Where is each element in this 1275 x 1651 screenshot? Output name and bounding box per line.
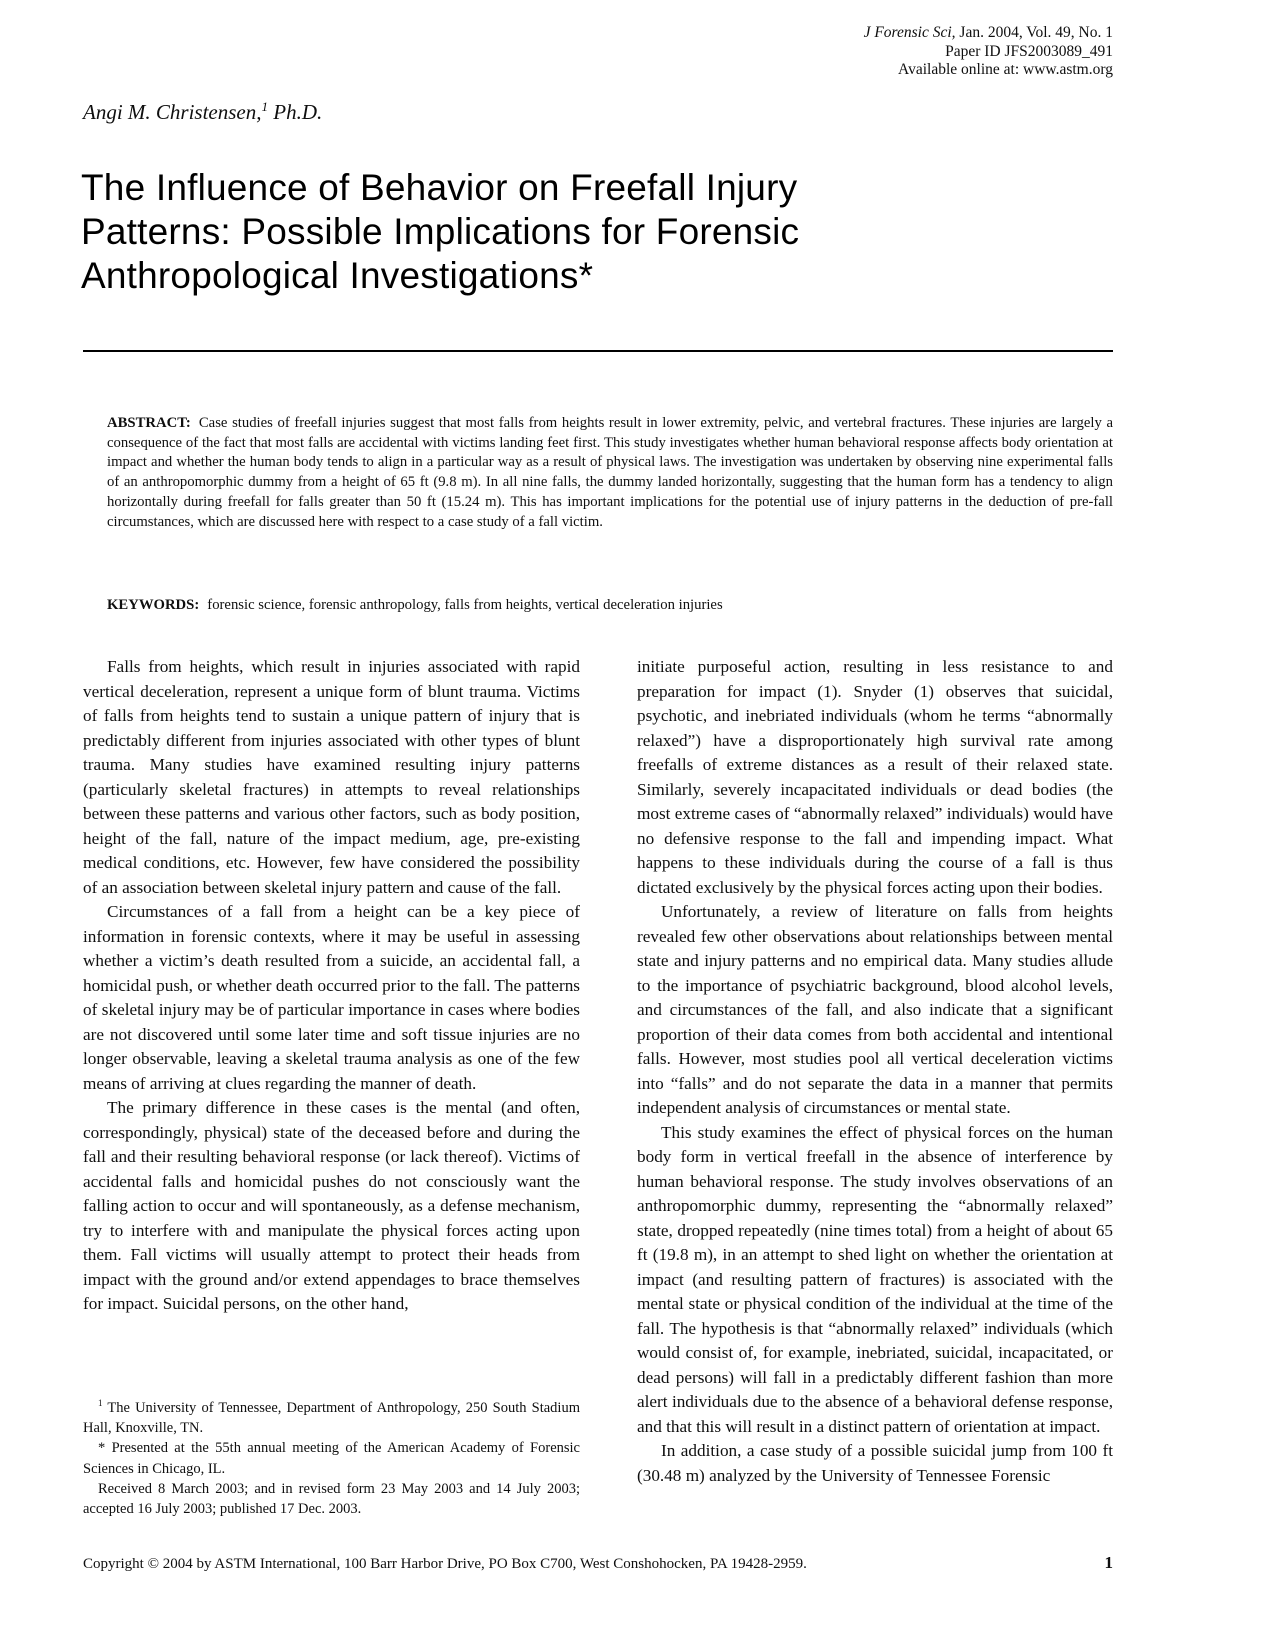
paragraph: The primary difference in these cases is the mental (and often, correspondingly, physical) state of the deceased before and during the fall and their resulting behavioral response (or lack thereof). Victims of accidental falls and homicidal pushes do not consciously want the falling action to occur and will spontaneously, as a defense mechanism, try to interfere with and manipulate the physical forces acting upon them. Fall victims will usually attempt to protect their heads from impact with the ground and/or extend appendages to brace themselves for impact. Suicidal persons, on the other hand, (83, 1098, 580, 1313)
author-name: Angi M. Christensen, (83, 100, 262, 124)
paragraph: Unfortunately, a review of literature on falls from heights revealed few other observations about relationships between mental state and injury patterns and no empirical data. Many studies allude to the importance of psychiatric background, blood alcohol levels, and circumstances of the fall, and also indicate that a significant proportion of their data comes from both accidental and intentional falls. However, most studies pool all vertical deceleration victims into “falls” and do not separate the data in a manner that permits independent analysis of circumstances or mental state. (637, 902, 1113, 1117)
body-left-column (83, 655, 580, 1317)
author-degree: Ph.D. (268, 100, 323, 124)
abstract-text: Case studies of freefall injuries suggest that most falls from heights result in lower extremity, pelvic, and vertebral fractures. These injuries are largely a consequence of the fact that most falls are accidental with victims landing feet first. This study investigates whether human behavioral response affects body orientation at impact and whether the human body tends to align in a particular way as a result of physical laws. The investigation was undertaken by observing nine experimental falls of an anthropomorphic dummy from a height of 65 ft (9.8 m). In all nine falls, the dummy landed horizontally, suggesting that the human form has a tendency to align horizontally during freefall for falls greater than 50 ft (15.24 m). This has important implications for the potential use of injury patterns in the deduction of pre-fall circumstances, which are discussed here with respect to a case study of a fall victim. (107, 415, 1113, 530)
journal-name: J Forensic Sci, (863, 24, 956, 41)
page-number: 1 (1104, 1553, 1113, 1572)
footnotes (83, 1398, 580, 1519)
title-line-2: Patterns: Possible Implications for Forensic (81, 211, 800, 252)
author-line (83, 100, 322, 125)
availability-note: Available online at: www.astm.org (898, 61, 1113, 78)
paper-id: Paper ID JFS2003089_491 (945, 42, 1113, 60)
issue-info: Jan. 2004, Vol. 49, No. 1 (955, 24, 1113, 41)
presented-footnote-marker: * (98, 1440, 106, 1457)
body-right-column (637, 655, 1113, 1488)
paragraph: initiate purposeful action, resulting in less resistance to and preparation for impact (1). Snyder (1) observes that suicidal, psychotic, and inebriated individuals (whom he terms “abnormally relaxed”) have a disproportionately high survival rate among freefalls of extreme distances as a result of their relaxed state. Similarly, severely incapacitated individuals or dead bodies (the most extreme cases of “abnormally relaxed” individuals) would have no defensive response to the fall and impending impact. What happens to these individuals during the course of a fall is thus dictated exclusively by the physical forces acting upon their bodies. (637, 657, 1113, 897)
paragraph: In addition, a case study of a possible suicidal jump from 100 ft (30.48 m) analyzed by the University of Tennessee Forensic (637, 1441, 1113, 1485)
presented-footnote-text: Presented at the 55th annual meeting of the American Academy of Forensic Sciences in Chicago, IL. (83, 1440, 580, 1477)
abstract-section (107, 414, 1113, 532)
paragraph: Circumstances of a fall from a height can be a key piece of information in forensic contexts, where it may be useful in assessing whether a victim’s death resulted from a suicide, an accidental fall, a homicidal push, or whether death occurred prior to the fall. The patterns of skeletal injury may be of particular importance in cases where bodies are not discovered until some later time and soft tissue injuries are no longer observable, leaving a skeletal trauma analysis as one of the few means of arriving at clues regarding the manner of death. (83, 902, 580, 1093)
title-line-1: The Influence of Behavior on Freefall Injury (81, 167, 798, 208)
author-footnote-marker: 1 (261, 99, 269, 114)
paragraph: This study examines the effect of physical forces on the human body form in vertical freefall in the absence of interference by human behavioral response. The study involves observations of an anthropomorphic dummy, representing the “abnormally relaxed” state, dropped repeatedly (nine times total) from a height of about 65 ft (19.8 m), in an attempt to shed light on whether the orientation at impact (and resulting pattern of fractures) is associated with the mental state or physical condition of the individual at the time of the fall. The hypothesis is that “abnormally relaxed” individuals (which would consist of, for example, inebriated, suicidal, incapacitated, or dead persons) will fall in a predictably different fashion than more alert individuals due to the absence of a behavioral defense response, and that this will result in a distinct pattern of orientation at impact. (637, 1122, 1113, 1436)
copyright-text: Copyright © 2004 by ASTM International, 100 Barr Harbor Drive, PO Box C700, West Conshohocken, PA 19428-2959. (83, 1556, 807, 1572)
history-footnote: Received 8 March 2003; and in revised form 23 May 2003 and 14 July 2003; accepted 16 July 2003; published 17 Dec. 2003. (83, 1480, 580, 1518)
keywords-text: forensic science, forensic anthropology, falls from heights, vertical deceleration injuries (207, 597, 723, 613)
masthead (864, 24, 1113, 80)
presented-footnote (83, 1438, 580, 1478)
page-footer (83, 1553, 1113, 1573)
title-line-3: Anthropological Investigations* (81, 255, 594, 296)
journal-issue-line (864, 24, 1113, 43)
affiliation-footnote-marker: 1 (98, 1398, 103, 1409)
page-title (81, 166, 799, 298)
affiliation-footnote-text: The University of Tennessee, Department of Anthropology, 250 South Stadium Hall, Knoxville, TN. (83, 1400, 580, 1437)
keywords-section (107, 596, 1113, 616)
title-divider (83, 350, 1113, 352)
affiliation-footnote (83, 1398, 580, 1438)
keywords-label: KEYWORDS: (107, 597, 200, 613)
paragraph: Falls from heights, which result in injuries associated with rapid vertical deceleration, represent a unique form of blunt trauma. Victims of falls from heights tend to sustain a unique pattern of injury that is predictably different from injuries associated with other types of blunt trauma. Many studies have examined resulting injury patterns (particularly skeletal fractures) in attempts to reveal relationships between these patterns and various other factors, such as body position, height of the fall, nature of the impact medium, age, pre-existing medical conditions, etc. However, few have considered the possibility of an association between skeletal injury pattern and cause of the fall. (83, 657, 580, 897)
abstract-label: ABSTRACT: (107, 415, 191, 431)
